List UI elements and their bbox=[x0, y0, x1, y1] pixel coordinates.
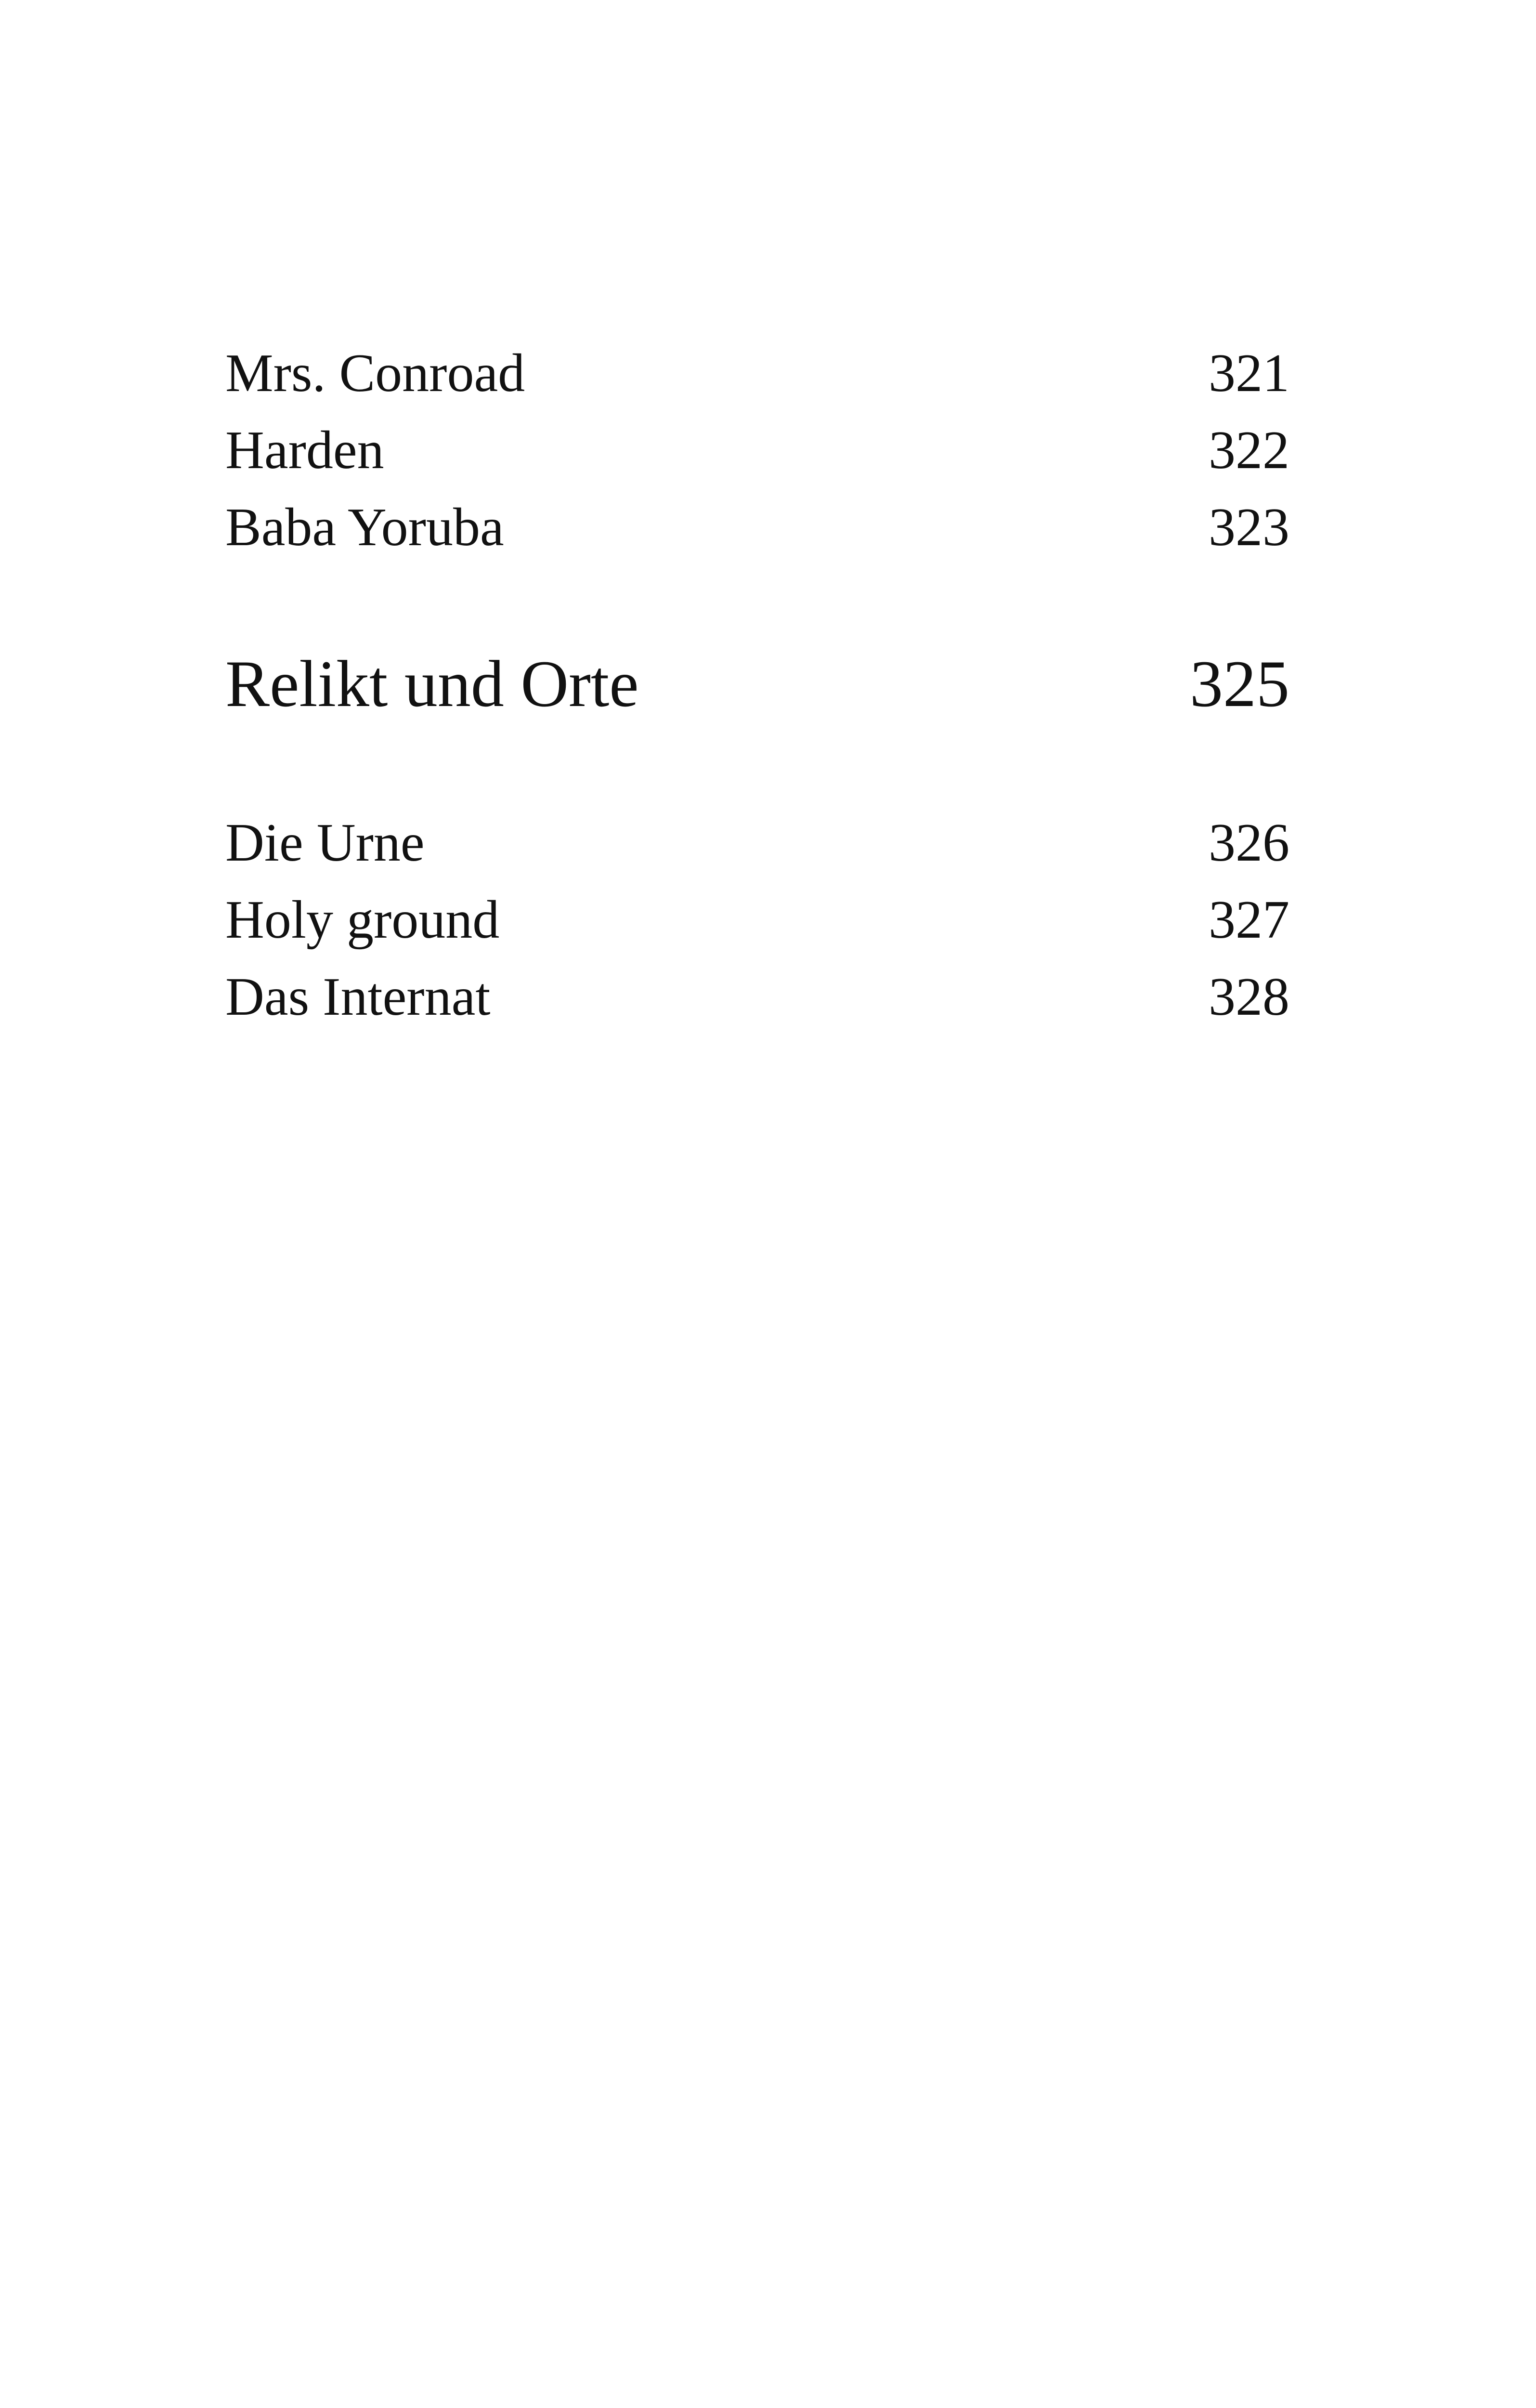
toc-entry-title: Baba Yoruba bbox=[225, 497, 504, 557]
toc-entry-title: Harden bbox=[225, 420, 384, 480]
toc-entry-page: 321 bbox=[1209, 343, 1289, 403]
toc-entry-title: Holy ground bbox=[225, 890, 500, 950]
toc-entry-title: Die Urne bbox=[225, 813, 425, 873]
toc-entry bbox=[225, 809, 1289, 877]
toc-section-page: 325 bbox=[1190, 647, 1289, 720]
toc-entry bbox=[225, 417, 1289, 484]
toc-entry-page: 328 bbox=[1209, 967, 1289, 1027]
toc-section-heading bbox=[225, 643, 1289, 725]
toc-entry bbox=[225, 340, 1289, 407]
toc-entry-title: Das Internat bbox=[225, 967, 491, 1027]
toc-entry bbox=[225, 886, 1289, 954]
toc-section-title: Relikt und Orte bbox=[225, 647, 639, 720]
toc-entry-page: 326 bbox=[1209, 813, 1289, 873]
toc-entry bbox=[225, 963, 1289, 1031]
toc-entry-page: 322 bbox=[1209, 420, 1289, 480]
toc-entry-page: 323 bbox=[1209, 497, 1289, 557]
toc-entry bbox=[225, 494, 1289, 561]
toc-entry-page: 327 bbox=[1209, 890, 1289, 950]
toc-entry-title: Mrs. Conroad bbox=[225, 343, 525, 403]
